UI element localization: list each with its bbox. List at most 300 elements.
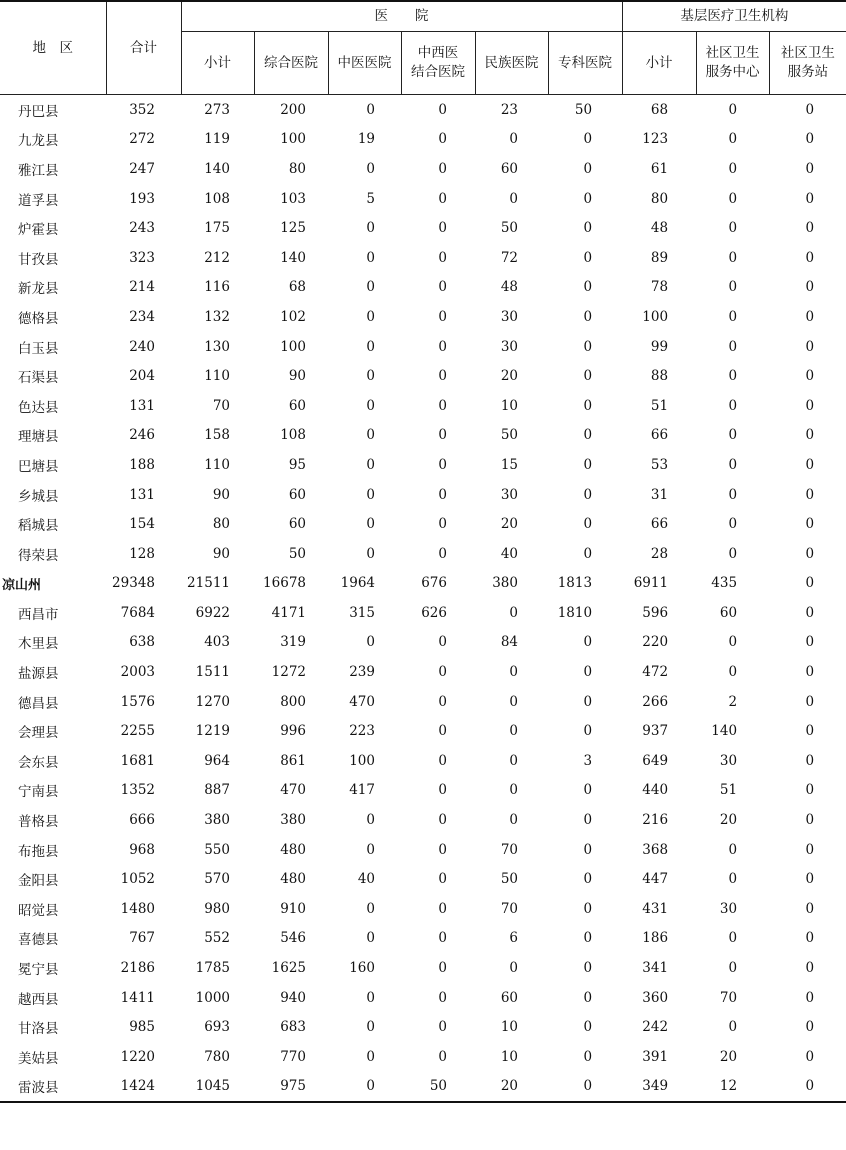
community-health-center-cell: 60: [719, 604, 738, 621]
region-cell: 新龙县: [18, 281, 59, 298]
integrated-hospital-cell: 0: [438, 456, 447, 473]
table-row: [0, 95, 846, 125]
integrated-hospital-cell: 0: [438, 368, 447, 385]
hospital-subtotal-cell: 570: [204, 871, 230, 888]
header-general-hospital: 综合医院: [254, 32, 328, 95]
tcm-hospital-cell: 0: [366, 101, 375, 118]
total-cell: 666: [129, 812, 155, 829]
general-hospital-cell: 861: [280, 752, 306, 769]
general-hospital-cell: 683: [280, 1019, 306, 1036]
tcm-hospital-cell: 0: [328, 1072, 401, 1103]
community-health-station-cell: 0: [805, 782, 815, 799]
hospital-subtotal-cell: 70: [212, 397, 230, 414]
ethnic-hospital-cell: 0: [509, 604, 518, 621]
hospital-subtotal-cell: 90: [212, 486, 230, 503]
general-hospital-cell: 200: [280, 101, 306, 118]
hospital-subtotal-cell: 1785: [195, 960, 230, 977]
primary-subtotal-cell: 99: [650, 338, 669, 355]
total-cell: 1480: [120, 900, 155, 917]
total-cell: 7684: [120, 604, 155, 621]
community-health-station-cell: 0: [805, 634, 815, 651]
specialty-hospital-cell: 0: [583, 664, 593, 681]
integrated-hospital-cell: 0: [438, 131, 447, 148]
specialty-hospital-cell: 0: [583, 871, 593, 888]
header-ethnic-hospital: 民族医院: [475, 32, 548, 95]
integrated-hospital-cell: 0: [438, 900, 447, 917]
hospital-subtotal-cell: 110: [204, 368, 230, 385]
general-hospital-cell: 975: [254, 1072, 328, 1103]
total-cell: 240: [129, 338, 155, 355]
integrated-hospital-cell: 0: [438, 308, 447, 325]
total-cell: 29348: [112, 575, 155, 592]
ethnic-hospital-cell: 60: [500, 160, 518, 177]
primary-subtotal-cell: 242: [642, 1019, 669, 1036]
total-cell: 131: [129, 486, 155, 503]
tcm-hospital-cell: 0: [366, 1019, 375, 1036]
region-cell: 稻城县: [18, 518, 59, 535]
specialty-hospital-cell: 3: [583, 752, 593, 769]
community-health-center-cell: 30: [719, 900, 738, 917]
total-cell: 1681: [120, 752, 155, 769]
table-row: [0, 864, 846, 894]
header-integrated-line2: 结合医院: [411, 64, 465, 80]
hospital-subtotal-cell: 108: [204, 190, 230, 207]
tcm-hospital-cell: 417: [349, 782, 375, 799]
region-cell: 喜德县: [18, 932, 59, 949]
total-cell: 1411: [120, 989, 155, 1006]
integrated-hospital-cell: 0: [438, 723, 447, 740]
tcm-hospital-cell: 1964: [340, 575, 375, 592]
region-cell: 会东县: [18, 754, 59, 771]
total-cell: 323: [129, 249, 155, 266]
hospital-subtotal-cell: 887: [204, 782, 230, 799]
community-health-station-cell: 0: [805, 160, 815, 177]
total-cell: 246: [129, 427, 155, 444]
general-hospital-cell: 68: [288, 279, 306, 296]
total-cell: 2186: [120, 960, 155, 977]
integrated-hospital-cell: 0: [438, 1019, 447, 1036]
general-hospital-cell: 940: [280, 989, 306, 1006]
table-row: [0, 746, 846, 776]
header-chs-line2: 服务站: [787, 64, 829, 80]
region-cell: 德昌县: [18, 695, 59, 712]
community-health-center-cell: 0: [728, 456, 738, 473]
ethnic-hospital-cell: 10: [500, 1019, 518, 1036]
total-cell: 1220: [120, 1048, 155, 1065]
general-hospital-cell: 125: [280, 220, 306, 237]
community-health-center-cell: 0: [728, 516, 738, 533]
hospital-subtotal-cell: 1270: [195, 693, 230, 710]
tcm-hospital-cell: 223: [349, 723, 375, 740]
primary-subtotal-cell: 186: [642, 930, 669, 947]
community-health-center-cell: 0: [728, 871, 738, 888]
region-cell: 会理县: [18, 725, 59, 742]
region-cell: 金阳县: [18, 873, 59, 890]
ethnic-hospital-cell: 0: [509, 664, 518, 681]
total-cell: 985: [129, 1019, 155, 1036]
ethnic-hospital-cell: 72: [500, 249, 518, 266]
tcm-hospital-cell: 0: [366, 1048, 375, 1065]
hospital-subtotal-cell: 119: [204, 131, 230, 148]
community-health-station-cell: 0: [805, 900, 815, 917]
community-health-station-cell: 0: [769, 1072, 846, 1103]
community-health-station-cell: 0: [805, 368, 815, 385]
community-health-station-cell: 0: [805, 989, 815, 1006]
primary-subtotal-cell: 68: [650, 101, 669, 118]
ethnic-hospital-cell: 20: [475, 1072, 548, 1103]
primary-subtotal-cell: 431: [642, 900, 669, 917]
community-health-station-cell: 0: [805, 486, 815, 503]
ethnic-hospital-cell: 0: [509, 752, 518, 769]
total-cell: 767: [129, 930, 155, 947]
general-hospital-cell: 95: [288, 456, 306, 473]
community-health-center-cell: 0: [728, 308, 738, 325]
specialty-hospital-cell: 0: [583, 456, 593, 473]
region-cell: 西昌市: [18, 606, 59, 623]
hospital-subtotal-cell: 116: [204, 279, 230, 296]
total-cell: 968: [129, 841, 155, 858]
region-cell: 冕宁县: [18, 962, 59, 979]
ethnic-hospital-cell: 50: [500, 220, 518, 237]
community-health-center-cell: 435: [711, 575, 738, 592]
primary-subtotal-cell: 53: [650, 456, 669, 473]
community-health-center-cell: 0: [728, 486, 738, 503]
specialty-hospital-cell: 0: [583, 960, 593, 977]
integrated-hospital-cell: 626: [421, 604, 447, 621]
general-hospital-cell: 546: [280, 930, 306, 947]
tcm-hospital-cell: 0: [366, 397, 375, 414]
total-cell: 188: [129, 456, 155, 473]
community-health-center-cell: 12: [696, 1072, 769, 1103]
hospital-subtotal-cell: 403: [204, 634, 230, 651]
ethnic-hospital-cell: 0: [509, 812, 518, 829]
community-health-station-cell: 0: [805, 220, 815, 237]
integrated-hospital-cell: 0: [438, 693, 447, 710]
ethnic-hospital-cell: 48: [500, 279, 518, 296]
integrated-hospital-cell: 0: [438, 190, 447, 207]
community-health-center-cell: 0: [728, 131, 738, 148]
table-row: [0, 657, 846, 687]
total-cell: 1424: [106, 1072, 181, 1103]
region-cell: 布拖县: [18, 843, 59, 860]
tcm-hospital-cell: 0: [366, 279, 375, 296]
total-cell: 1576: [120, 693, 155, 710]
primary-subtotal-cell: 100: [642, 308, 669, 325]
table-row: [0, 628, 846, 658]
general-hospital-cell: 996: [280, 723, 306, 740]
total-cell: 154: [129, 516, 155, 533]
community-health-center-cell: 0: [728, 427, 738, 444]
community-health-station-cell: 0: [805, 812, 815, 829]
header-hospitals-group: 医 院: [181, 1, 622, 32]
integrated-hospital-cell: 0: [438, 930, 447, 947]
specialty-hospital-cell: 0: [548, 1072, 622, 1103]
hospital-subtotal-cell: 552: [204, 930, 230, 947]
community-health-center-cell: 0: [728, 545, 738, 562]
ethnic-hospital-cell: 0: [509, 782, 518, 799]
hospital-subtotal-cell: 21511: [187, 575, 230, 592]
ethnic-hospital-cell: 70: [500, 900, 518, 917]
tcm-hospital-cell: 0: [366, 900, 375, 917]
general-hospital-cell: 480: [280, 871, 306, 888]
specialty-hospital-cell: 0: [583, 693, 593, 710]
integrated-hospital-cell: 0: [438, 545, 447, 562]
hospital-subtotal-cell: 964: [204, 752, 230, 769]
hospital-subtotal-cell: 550: [204, 841, 230, 858]
table-body: [0, 95, 846, 1103]
specialty-hospital-cell: 0: [583, 545, 593, 562]
header-hospital-subtotal: 小计: [181, 32, 254, 95]
table-row: [0, 509, 846, 539]
total-cell: 638: [129, 634, 155, 651]
hospital-subtotal-cell: 980: [204, 900, 230, 917]
table-row: [0, 835, 846, 865]
integrated-hospital-cell: 0: [438, 1048, 447, 1065]
general-hospital-cell: 90: [288, 368, 306, 385]
integrated-hospital-cell: 0: [438, 634, 447, 651]
primary-subtotal-cell: 78: [650, 279, 669, 296]
general-hospital-cell: 470: [280, 782, 306, 799]
specialty-hospital-cell: 0: [583, 397, 593, 414]
specialty-hospital-cell: 0: [583, 989, 593, 1006]
specialty-hospital-cell: 0: [583, 190, 593, 207]
table-row: [0, 1072, 846, 1103]
community-health-center-cell: 0: [728, 249, 738, 266]
table-row: [0, 421, 846, 451]
header-chs-line1: 社区卫生: [780, 45, 835, 61]
integrated-hospital-cell: 0: [438, 338, 447, 355]
tcm-hospital-cell: 0: [366, 220, 375, 237]
community-health-station-cell: 0: [805, 664, 815, 681]
integrated-hospital-cell: 0: [438, 812, 447, 829]
integrated-hospital-cell: 0: [438, 220, 447, 237]
community-health-center-cell: 0: [728, 634, 738, 651]
primary-subtotal-cell: 6911: [633, 575, 669, 592]
hospital-subtotal-cell: 273: [204, 101, 230, 118]
specialty-hospital-cell: 0: [583, 1048, 593, 1065]
hospital-subtotal-cell: 175: [204, 220, 230, 237]
general-hospital-cell: 380: [280, 812, 306, 829]
integrated-hospital-cell: 0: [438, 989, 447, 1006]
table-row: [0, 598, 846, 628]
tcm-hospital-cell: 100: [349, 752, 375, 769]
hospital-subtotal-cell: 1000: [195, 989, 230, 1006]
community-health-center-cell: 0: [728, 960, 738, 977]
tcm-hospital-cell: 0: [366, 545, 375, 562]
region-cell: 雅江县: [18, 162, 59, 179]
primary-subtotal-cell: 368: [642, 841, 669, 858]
hospital-subtotal-cell: 6922: [195, 604, 230, 621]
primary-subtotal-cell: 28: [650, 545, 669, 562]
specialty-hospital-cell: 0: [583, 900, 593, 917]
table-row: [0, 983, 846, 1013]
primary-subtotal-cell: 472: [642, 664, 669, 681]
hospital-subtotal-cell: 80: [212, 516, 230, 533]
specialty-hospital-cell: 0: [583, 427, 593, 444]
tcm-hospital-cell: 0: [366, 456, 375, 473]
header-chc-line1: 社区卫生: [705, 45, 760, 61]
total-cell: 193: [129, 190, 155, 207]
table-row: [0, 539, 846, 569]
table-row: [0, 687, 846, 717]
header-community-health-station: [769, 32, 846, 95]
community-health-station-cell: 0: [805, 752, 815, 769]
table-row: [0, 361, 846, 391]
region-cell: 色达县: [18, 399, 59, 416]
region-cell: 雷波县: [0, 1072, 106, 1103]
community-health-center-cell: 2: [728, 693, 738, 710]
specialty-hospital-cell: 0: [583, 131, 593, 148]
integrated-hospital-cell: 0: [438, 782, 447, 799]
region-cell: 盐源县: [18, 666, 59, 683]
general-hospital-cell: 100: [280, 338, 306, 355]
table-row: [0, 805, 846, 835]
community-health-center-cell: 0: [728, 841, 738, 858]
hospital-subtotal-cell: 1511: [195, 664, 230, 681]
total-cell: 247: [129, 160, 155, 177]
specialty-hospital-cell: 1813: [557, 575, 593, 592]
specialty-hospital-cell: 1810: [557, 604, 593, 621]
table-row: [0, 302, 846, 332]
hospital-subtotal-cell: 140: [204, 160, 230, 177]
community-health-station-cell: 0: [805, 308, 815, 325]
community-health-center-cell: 20: [719, 1048, 738, 1065]
specialty-hospital-cell: 0: [583, 723, 593, 740]
ethnic-hospital-cell: 30: [500, 486, 518, 503]
integrated-hospital-cell: 0: [438, 279, 447, 296]
community-health-station-cell: 0: [805, 397, 815, 414]
total-cell: 1052: [120, 871, 155, 888]
community-health-center-cell: 0: [728, 338, 738, 355]
primary-subtotal-cell: 51: [650, 397, 669, 414]
hospital-subtotal-cell: 90: [212, 545, 230, 562]
region-cell: 石渠县: [18, 370, 59, 387]
integrated-hospital-cell: 0: [438, 752, 447, 769]
hospital-subtotal-cell: 693: [204, 1019, 230, 1036]
specialty-hospital-cell: 0: [583, 279, 593, 296]
tcm-hospital-cell: 0: [366, 516, 375, 533]
integrated-hospital-cell: 0: [438, 871, 447, 888]
region-cell: 道孚县: [18, 192, 59, 209]
hospital-subtotal-cell: 110: [204, 456, 230, 473]
specialty-hospital-cell: 0: [583, 1019, 593, 1036]
general-hospital-cell: 108: [280, 427, 306, 444]
ethnic-hospital-cell: 30: [500, 308, 518, 325]
community-health-center-cell: 0: [728, 930, 738, 947]
total-cell: 131: [129, 397, 155, 414]
community-health-center-cell: 0: [728, 220, 738, 237]
general-hospital-cell: 800: [280, 693, 306, 710]
ethnic-hospital-cell: 15: [500, 456, 518, 473]
primary-subtotal-cell: 447: [642, 871, 669, 888]
community-health-station-cell: 0: [805, 930, 815, 947]
integrated-hospital-cell: 50: [401, 1072, 475, 1103]
integrated-hospital-cell: 0: [438, 516, 447, 533]
general-hospital-cell: 103: [280, 190, 306, 207]
specialty-hospital-cell: 0: [583, 160, 593, 177]
table-row: [0, 716, 846, 746]
table-row: [0, 894, 846, 924]
total-cell: 2003: [120, 664, 155, 681]
ethnic-hospital-cell: 380: [492, 575, 518, 592]
general-hospital-cell: 80: [288, 160, 306, 177]
tcm-hospital-cell: 0: [366, 812, 375, 829]
total-cell: 204: [129, 368, 155, 385]
tcm-hospital-cell: 470: [349, 693, 375, 710]
ethnic-hospital-cell: 0: [509, 693, 518, 710]
header-primary-subtotal: 小计: [622, 32, 696, 95]
tcm-hospital-cell: 0: [366, 989, 375, 1006]
community-health-center-cell: 0: [728, 1019, 738, 1036]
total-cell: 214: [129, 279, 155, 296]
community-health-center-cell: 0: [728, 397, 738, 414]
hospital-subtotal-cell: 380: [204, 812, 230, 829]
table-row: [0, 480, 846, 510]
table-header: [0, 1, 846, 95]
primary-subtotal-cell: 649: [642, 752, 669, 769]
region-cell: 宁南县: [18, 784, 59, 801]
community-health-station-cell: 0: [805, 871, 815, 888]
ethnic-hospital-cell: 10: [500, 397, 518, 414]
ethnic-hospital-cell: 0: [509, 960, 518, 977]
integrated-hospital-cell: 0: [438, 486, 447, 503]
header-specialty-hospital: 专科医院: [548, 32, 622, 95]
table-row: [0, 450, 846, 480]
primary-subtotal-cell: 266: [642, 693, 669, 710]
specialty-hospital-cell: 0: [583, 516, 593, 533]
specialty-hospital-cell: 0: [583, 634, 593, 651]
ethnic-hospital-cell: 60: [500, 989, 518, 1006]
ethnic-hospital-cell: 50: [500, 871, 518, 888]
community-health-station-cell: 0: [805, 723, 815, 740]
integrated-hospital-cell: 0: [438, 101, 447, 118]
table-row: [0, 332, 846, 362]
community-health-station-cell: 0: [805, 575, 815, 592]
hospital-subtotal-cell: 132: [204, 308, 230, 325]
total-cell: 352: [129, 101, 155, 118]
primary-subtotal-cell: 31: [650, 486, 669, 503]
ethnic-hospital-cell: 0: [509, 131, 518, 148]
tcm-hospital-cell: 0: [366, 249, 375, 266]
primary-subtotal-cell: 349: [622, 1072, 696, 1103]
integrated-hospital-cell: 0: [438, 249, 447, 266]
community-health-center-cell: 30: [719, 752, 738, 769]
tcm-hospital-cell: 40: [357, 871, 375, 888]
hospital-subtotal-cell: 1045: [181, 1072, 254, 1103]
general-hospital-cell: 50: [288, 545, 306, 562]
tcm-hospital-cell: 0: [366, 486, 375, 503]
integrated-hospital-cell: 0: [438, 664, 447, 681]
tcm-hospital-cell: 160: [349, 960, 375, 977]
total-cell: 234: [129, 308, 155, 325]
region-cell: 普格县: [18, 814, 59, 831]
hospital-subtotal-cell: 212: [204, 249, 230, 266]
community-health-station-cell: 0: [805, 249, 815, 266]
community-health-station-cell: 0: [805, 545, 815, 562]
region-cell: 得荣县: [18, 547, 59, 564]
region-cell: 白玉县: [18, 340, 59, 357]
specialty-hospital-cell: 50: [574, 101, 593, 118]
general-hospital-cell: 480: [280, 841, 306, 858]
hospital-subtotal-cell: 1219: [195, 723, 230, 740]
region-cell: 丹巴县: [18, 103, 59, 120]
integrated-hospital-cell: 0: [438, 160, 447, 177]
total-cell: 272: [129, 131, 155, 148]
community-health-station-cell: 0: [805, 960, 815, 977]
general-hospital-cell: 100: [280, 131, 306, 148]
community-health-center-cell: 20: [719, 812, 738, 829]
primary-subtotal-cell: 61: [650, 160, 669, 177]
